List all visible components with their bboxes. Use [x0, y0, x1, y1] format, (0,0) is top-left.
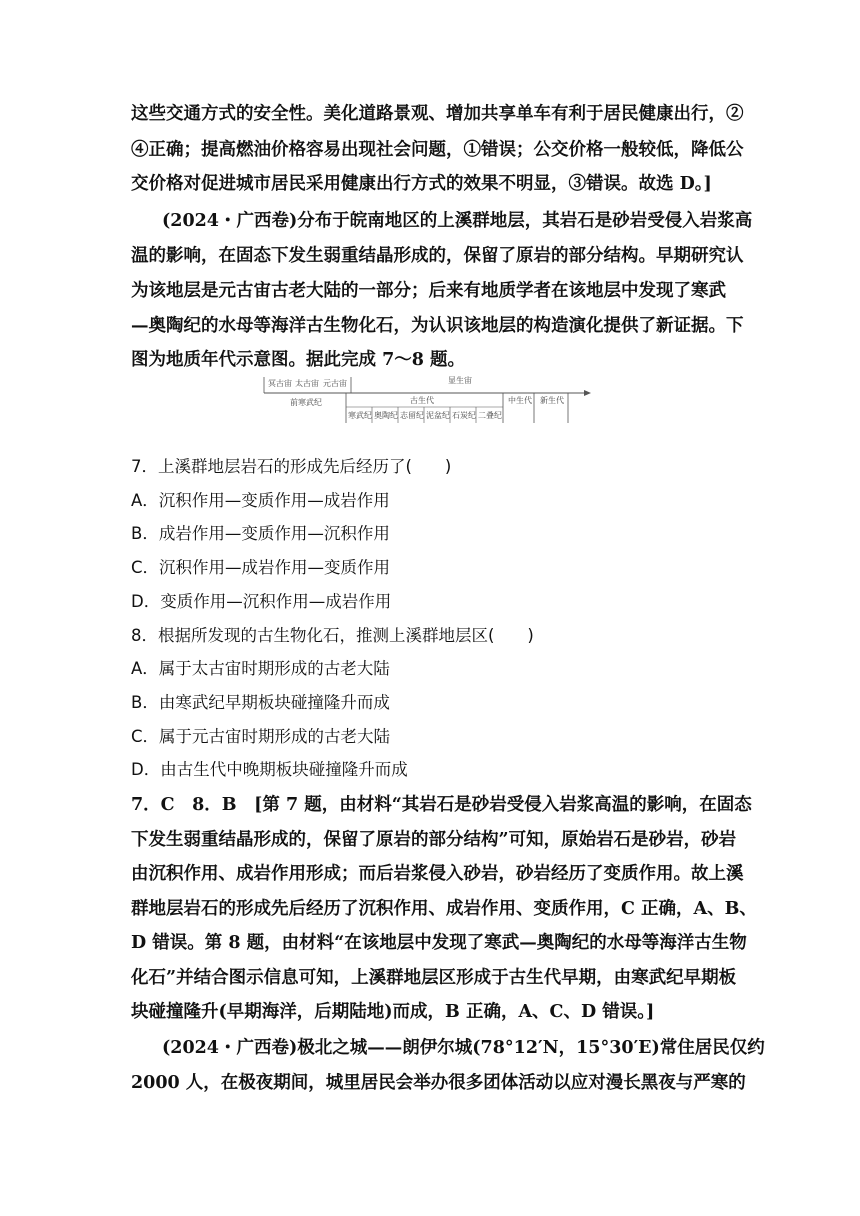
period-label: 泥盆纪	[426, 411, 450, 420]
answer-text-line: 下发生弱重结晶形成的，保留了原岩的部分结构”可知，原始岩石是砂岩，砂岩	[131, 830, 737, 850]
eon-label: 元古宙	[323, 379, 347, 388]
question-8-option: A．属于太古宙时期形成的古老大陆	[131, 659, 390, 678]
period-label: 奥陶纪	[374, 411, 398, 420]
question-7-option: D．变质作用—沉积作用—成岩作用	[131, 592, 392, 611]
question-7-option: A．沉积作用—变质作用—成岩作用	[131, 491, 390, 510]
question-8-option: C．属于元古宙时期形成的古老大陆	[131, 727, 391, 746]
precambrian-label: 前寒武纪	[290, 398, 322, 407]
material-paragraph-line: (2024・广西卷)分布于皖南地区的上溪群地层，其岩石是砂岩受侵入岩浆高	[162, 211, 753, 231]
answer-text-line: D 错误。第 8 题，由材料“在该地层中发现了寒武—奥陶纪的水母等海洋古生物	[131, 933, 747, 953]
era-label: 新生代	[540, 396, 564, 405]
material-paragraph-line: —奥陶纪的水母等海洋古生物化石，为认识该地层的构造演化提供了新证据。下	[131, 316, 744, 336]
question-8-stem: 8．根据所发现的古生物化石，推测上溪群地层区( )	[131, 626, 534, 645]
answer-text-line: 这些交通方式的安全性。美化道路景观、增加共享单车有利于居民健康出行，②	[131, 104, 744, 124]
period-label: 志留纪	[400, 411, 424, 420]
material-paragraph-line: 2000 人，在极夜期间，城里居民会举办很多团体活动以应对漫长黑夜与严寒的	[131, 1073, 746, 1093]
period-label: 寒武纪	[348, 411, 372, 420]
geologic-timeline-diagram	[262, 371, 592, 427]
period-label: 二叠纪	[478, 411, 502, 420]
question-7-stem: 7．上溪群地层岩石的形成先后经历了( )	[131, 457, 452, 476]
material-paragraph-line: (2024・广西卷)极北之城——朗伊尔城(78°12′N，15°30′E)常住居民仅约	[162, 1038, 765, 1058]
material-paragraph-line: 图为地质年代示意图。据此完成 7～8 题。	[131, 350, 466, 370]
eon-label: 显生宙	[448, 376, 472, 385]
answer-text-line: 块碰撞隆升(早期海洋，后期陆地)而成，B 正确，A、C、D 错误。]	[131, 1002, 655, 1022]
answer-text-line: ④正确；提高燃油价格容易出现社会问题，①错误；公交价格一般较低，降低公	[131, 140, 744, 160]
question-7-option: C．沉积作用—成岩作用—变质作用	[131, 558, 391, 577]
era-label: 古生代	[410, 396, 434, 405]
material-paragraph-line: 温的影响，在固态下发生弱重结晶形成的，保留了原岩的部分结构。早期研究认	[131, 246, 744, 266]
material-paragraph-line: 为该地层是元古宙古老大陆的一部分；后来有地质学者在该地层中发现了寒武	[131, 281, 726, 301]
eon-label: 太古宙	[295, 379, 319, 388]
question-7-option: B．成岩作用—变质作用—沉积作用	[131, 524, 390, 543]
answer-text-line: 群地层岩石的形成先后经历了沉积作用、成岩作用、变质作用，C 正确，A、B、	[131, 899, 757, 919]
answer-text-line: 化石”并结合图示信息可知，上溪群地层区形成于古生代早期，由寒武纪早期板	[131, 968, 737, 988]
question-8-option: D．由古生代中晚期板块碰撞隆升而成	[131, 760, 408, 779]
period-label: 石炭纪	[452, 411, 476, 420]
answer-text-line: 由沉积作用、成岩作用形成；而后岩浆侵入砂岩，砂岩经历了变质作用。故上溪	[131, 864, 744, 884]
eon-label: 冥古宙	[268, 379, 292, 388]
era-label: 中生代	[508, 396, 532, 405]
question-8-option: B．由寒武纪早期板块碰撞隆升而成	[131, 693, 390, 712]
answer-text-line: 7．C 8．B [第 7 题，由材料“其岩石是砂岩受侵入岩浆高温的影响，在固态	[131, 795, 752, 815]
answer-text-line: 交价格对促进城市居民采用健康出行方式的效果不明显，③错误。故选 D。]	[131, 174, 712, 194]
